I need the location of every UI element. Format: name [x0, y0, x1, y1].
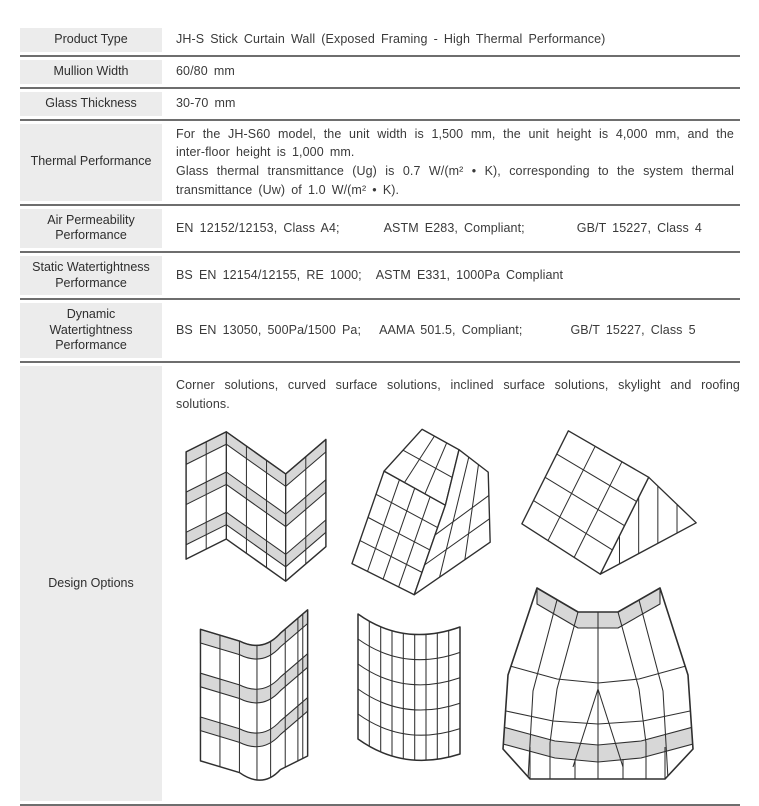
table-row	[20, 89, 740, 121]
table-row	[20, 57, 740, 89]
gable-skylight-roof-diagram	[518, 426, 702, 578]
thermal-paragraph-2: Glass thermal transmittance (Ug) is 0.7 W/(m² • K), corresponding to the system thermal transmittance (Uw) of 1.0 W/(m² • K).	[176, 164, 734, 197]
row-value-design-options	[176, 363, 746, 804]
table-row	[20, 253, 740, 300]
table-row	[20, 300, 740, 363]
row-label-thermal-performance: Thermal Performance	[20, 124, 162, 201]
folded-zigzag-facade-diagram	[178, 427, 334, 585]
table-row	[20, 121, 740, 206]
glass-thickness-text: 30-70 mm	[176, 96, 236, 111]
row-label-mullion-width: Mullion Width	[20, 60, 162, 84]
flared-freeform-tower-diagram	[495, 571, 701, 793]
product-type-text: JH-S Stick Curtain Wall (Exposed Framing - High Thermal Performance)	[176, 32, 606, 47]
row-label-dynamic-watertightness: Dynamic Watertightness Performance	[20, 303, 162, 358]
thermal-paragraph-1: For the JH-S60 model, the unit width is 1,500 mm, the unit height is 4,000 mm, and the inter-floor height is 1,000 mm.	[176, 126, 734, 160]
row-label-product-type: Product Type	[20, 28, 162, 52]
standard-segment: GB/T 15227, Class 4	[576, 220, 702, 235]
mullion-width-text: 60/80 mm	[176, 64, 235, 79]
design-options-caption: Corner solutions, curved surface solutions, inclined surface solutions, skylight and roofing solutions.	[176, 378, 740, 411]
spec-table	[20, 25, 740, 806]
table-row	[20, 206, 740, 253]
design-options-figures	[176, 414, 740, 798]
table-row	[20, 25, 740, 57]
standard-segment: AAMA 501.5, Compliant;	[379, 323, 523, 338]
row-label-glass-thickness: Glass Thickness	[20, 92, 162, 116]
curved-surface-facade-diagram	[350, 609, 468, 769]
row-label-static-watertightness: Static Watertightness Performance	[20, 256, 162, 295]
row-value-dynamic-watertightness	[176, 300, 740, 361]
rounded-corner-facade-diagram	[192, 604, 320, 794]
standard-segment: BS EN 12154/12155, RE 1000;	[176, 268, 362, 283]
row-label-air-permeability: Air Permeability Performance	[20, 209, 162, 248]
standard-segment: ASTM E331, 1000Pa Compliant	[375, 268, 564, 283]
row-value-glass-thickness	[176, 89, 740, 119]
table-row-design-options	[20, 363, 740, 806]
row-value-static-watertightness	[176, 253, 740, 298]
row-value-product-type	[176, 25, 740, 55]
row-value-air-permeability	[176, 206, 740, 251]
standard-segment: BS EN 13050, 500Pa/1500 Pa;	[176, 323, 362, 338]
inclined-facade-diagram	[350, 426, 496, 599]
standard-segment: GB/T 15227, Class 5	[570, 323, 696, 338]
row-value-mullion-width	[176, 57, 740, 87]
row-label-design-options: Design Options	[20, 366, 162, 801]
standard-segment: ASTM E283, Compliant;	[383, 220, 525, 235]
standard-segment: EN 12152/12153, Class A4;	[176, 220, 340, 235]
row-value-thermal-performance	[176, 121, 740, 204]
